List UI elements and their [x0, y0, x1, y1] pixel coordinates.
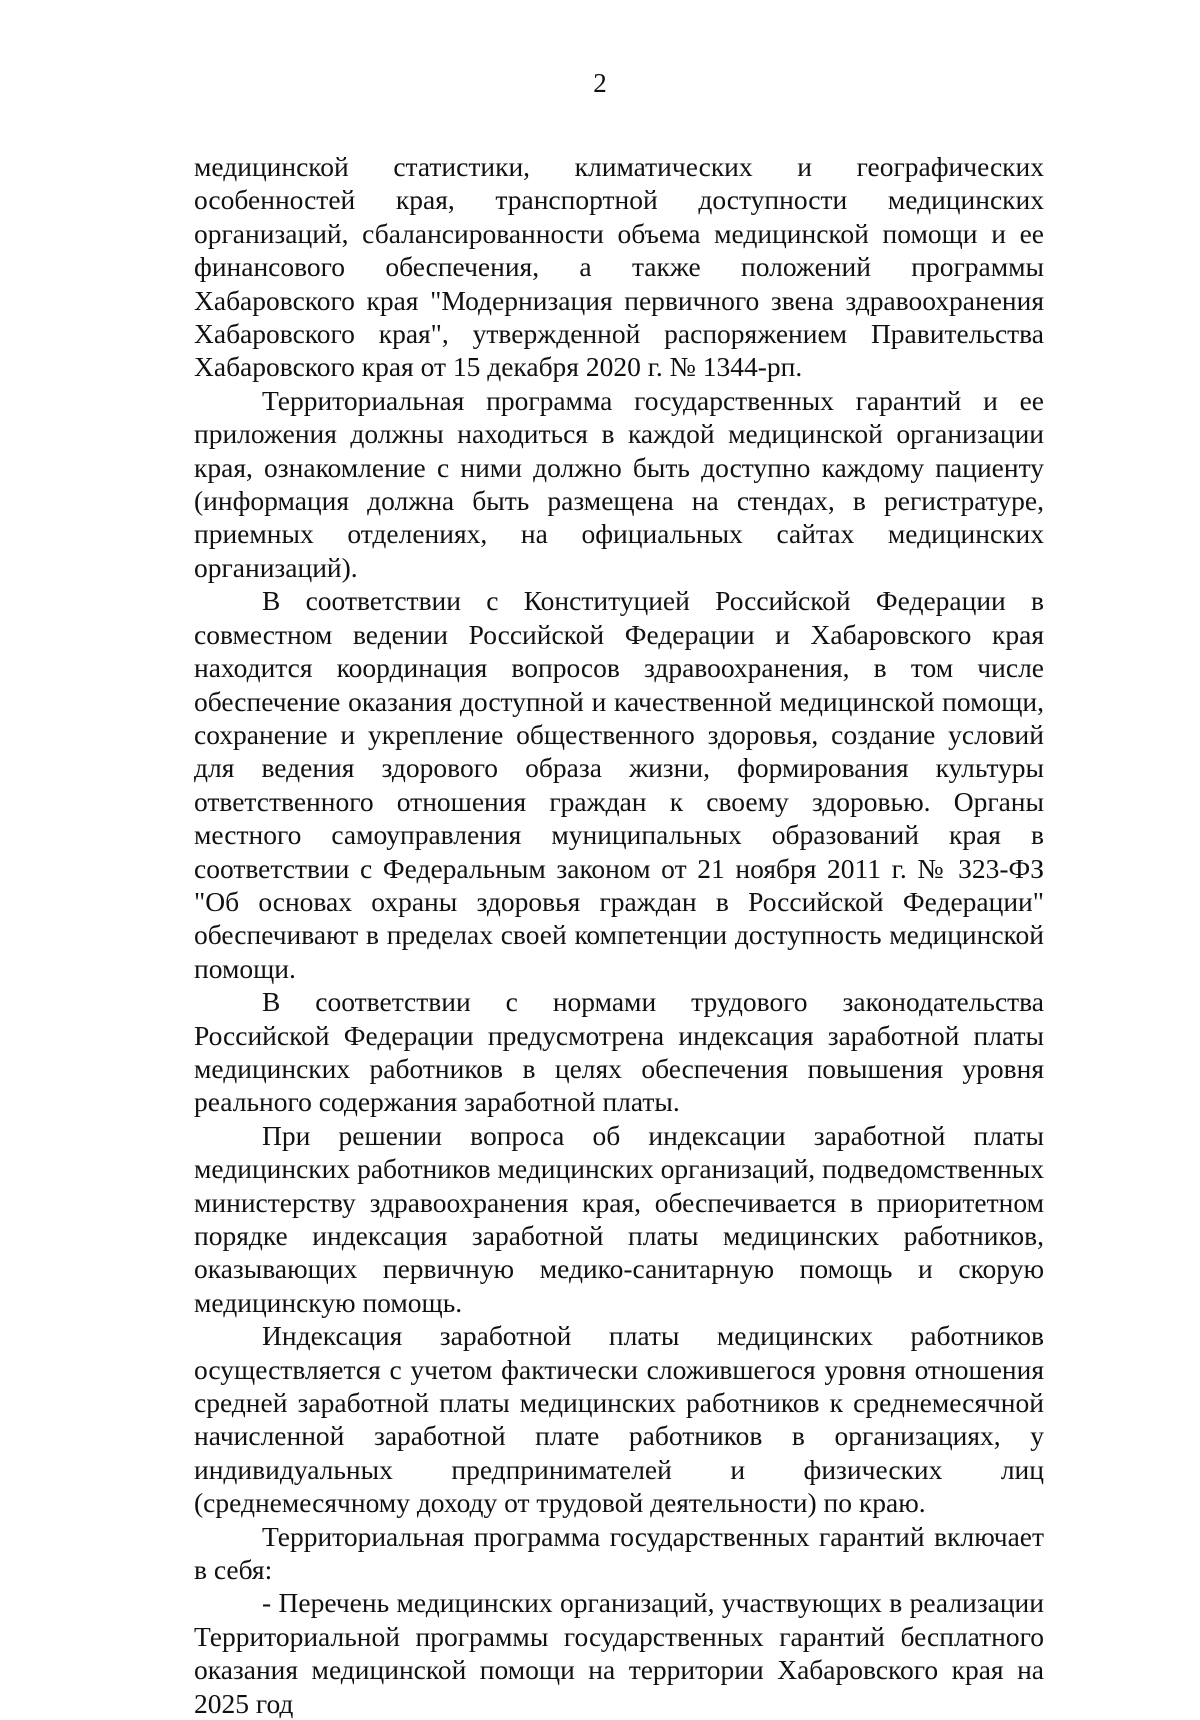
paragraph: Территориальная программа государственных гарантий и ее приложения должны находиться в каждой медицинской организации края, ознакомление с ними должно быть доступно каждому пациенту (информация должна быть размещена на стендах, в регистратуре, приемных отделениях, на официальных сайтах медицинских организаций). — [194, 384, 1044, 583]
paragraph: Индексация заработной платы медицинских работников осуществляется с учетом фактически сложившегося уровня отношения средней заработной платы медицинских работников к среднемесячной начисленной заработной плате работников в организациях, у индивидуальных предпринимателей и физических лиц (среднемесячному доходу от трудовой деятельности) по краю. — [194, 1320, 1044, 1519]
document-body — [194, 150, 1044, 1720]
paragraph: В соответствии с Конституцией Российской Федерации в совместном ведении Российской Федерации и Хабаровского края находится координация вопросов здравоохранения, в том числе обеспечение оказания доступной и качественной медицинской помощи, сохранение и укрепление общественного здоровья, создание условий для ведения здорового образа жизни, формирования культуры ответственного отношения граждан к своему здоровью. Органы местного самоуправления муниципальных образований края в соответствии с Федеральным законом от 21 ноября 2011 г. № 323-ФЗ "Об основах охраны здоровья граждан в Российской Федерации" обеспечивают в пределах своей компетенции доступность медицинской помощи. — [194, 585, 1044, 984]
paragraph: Территориальная программа государственных гарантий включает в себя: — [194, 1520, 1044, 1586]
page-number: 2 — [593, 68, 607, 98]
paragraph: медицинской статистики, климатических и географических особенностей края, транспортной доступности медицинских организаций, сбалансированности объема медицинской помощи и ее финансового обеспечения, а также положений программы Хабаровского края "Модернизация первичного звена здравоохранения Хабаровского края", утвержденной распоряжением Правительства Хабаровского края от 15 декабря 2020 г. № 1344-рп. — [194, 151, 1044, 383]
paragraph: - Перечень медицинских организаций, участвующих в реализации Территориальной программы государственных гарантий бесплатного оказания медицинской помощи на территории Хабаровского края на 2025 год — [194, 1587, 1044, 1719]
paragraph: В соответствии с нормами трудового законодательства Российской Федерации предусмотрена индексация заработной платы медицинских работников в целях обеспечения повышения уровня реального содержания заработной платы. — [194, 986, 1044, 1118]
paragraph: При решении вопроса об индексации заработной платы медицинских работников медицинских организаций, подведомственных министерству здравоохранения края, обеспечивается в приоритетном порядке индексация заработной платы медицинских работников, оказывающих первичную медико-санитарную помощь и скорую медицинскую помощь. — [194, 1119, 1044, 1318]
